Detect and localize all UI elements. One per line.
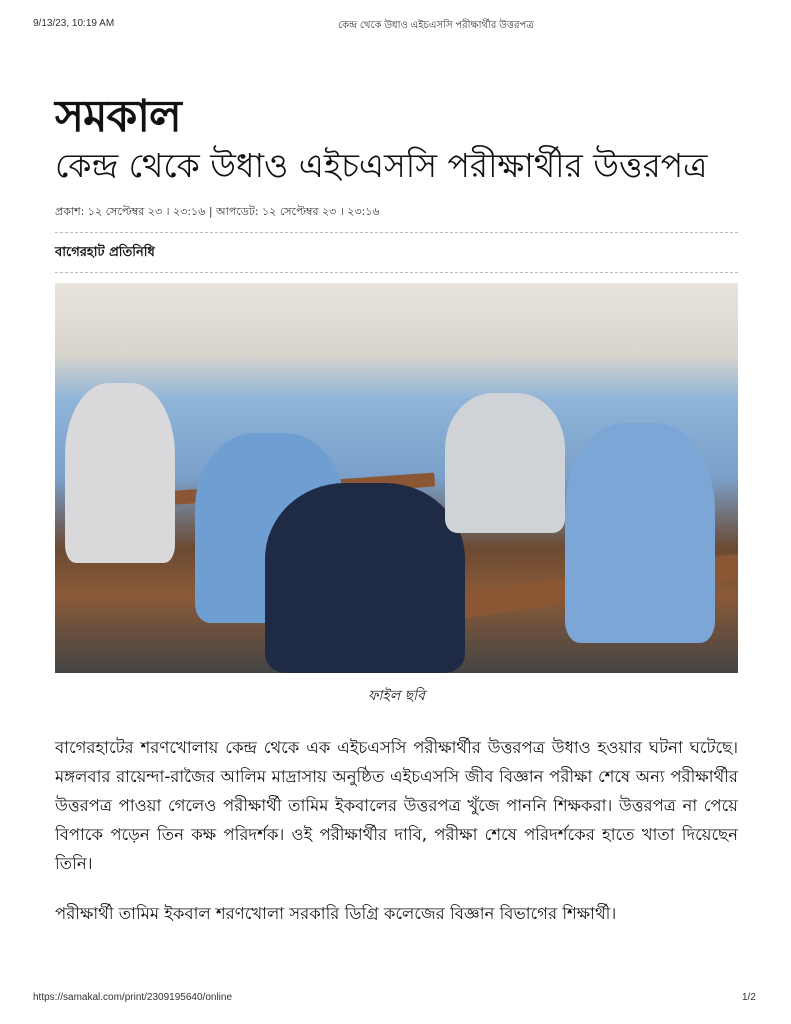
divider: [55, 232, 738, 233]
article-paragraph: পরীক্ষার্থী তামিম ইকবাল শরণখোলা সরকারি ডিগ্রি কলেজের বিজ্ঞান বিভাগের শিক্ষার্থী।: [55, 904, 617, 923]
article-title: কেন্দ্র থেকে উধাও এইচএসসি পরীক্ষার্থীর উত্তরপত্র: [55, 146, 708, 185]
photo-student: [265, 483, 465, 673]
article-photo: [55, 283, 738, 673]
image-caption: ফাইল ছবি: [368, 688, 425, 704]
article-paragraph: বাগেরহাটের শরণখোলায় কেন্দ্র থেকে এক এইচএসসি পরীক্ষার্থীর উত্তরপত্র উধাও হওয়ার ঘটনা ঘটেছে। মঙ্গলবার রায়েন্দা-রাজৈর আলিম মাদ্রাসায় অনুষ্ঠিত এইচএসসি জীব বিজ্ঞান পরীক্ষা শেষে অন্য পরীক্ষার্থীর উত্তরপত্র পাওয়া গেলেও পরীক্ষার্থী তামিম ইকবালের উত্তরপত্র খুঁজে পাননি শিক্ষকরা। উত্তরপত্র না পেয়ে বিপাকে পড়েন তিন কক্ষ পরিদর্শক। ওই পরীক্ষার্থীর দাবি, পরীক্ষা শেষে পরিদর্শকের হাতে খাতা দিয়েছেন তিনি।: [55, 738, 738, 873]
print-datetime: 9/13/23, 10:19 AM: [33, 18, 115, 29]
photo-student: [65, 383, 175, 563]
print-page-title: কেন্দ্র থেকে উধাও এইচএসসি পরীক্ষার্থীর উত্তরপত্র: [338, 20, 534, 31]
divider: [55, 272, 738, 273]
article-author: বাগেরহাট প্রতিনিধি: [55, 245, 155, 260]
article-meta: প্রকাশ: ১২ সেপ্টেম্বর ২৩ । ২৩:১৬ | আপডেট: ১২ সেপ্টেম্বর ২৩ । ২৩:১৬: [55, 205, 380, 218]
samakal-logo: সমকাল: [55, 91, 181, 142]
photo-student: [565, 423, 715, 643]
photo-student: [445, 393, 565, 533]
print-url: https://samakal.com/print/2309195640/online: [33, 992, 233, 1003]
page-number: 1/2: [742, 992, 756, 1003]
